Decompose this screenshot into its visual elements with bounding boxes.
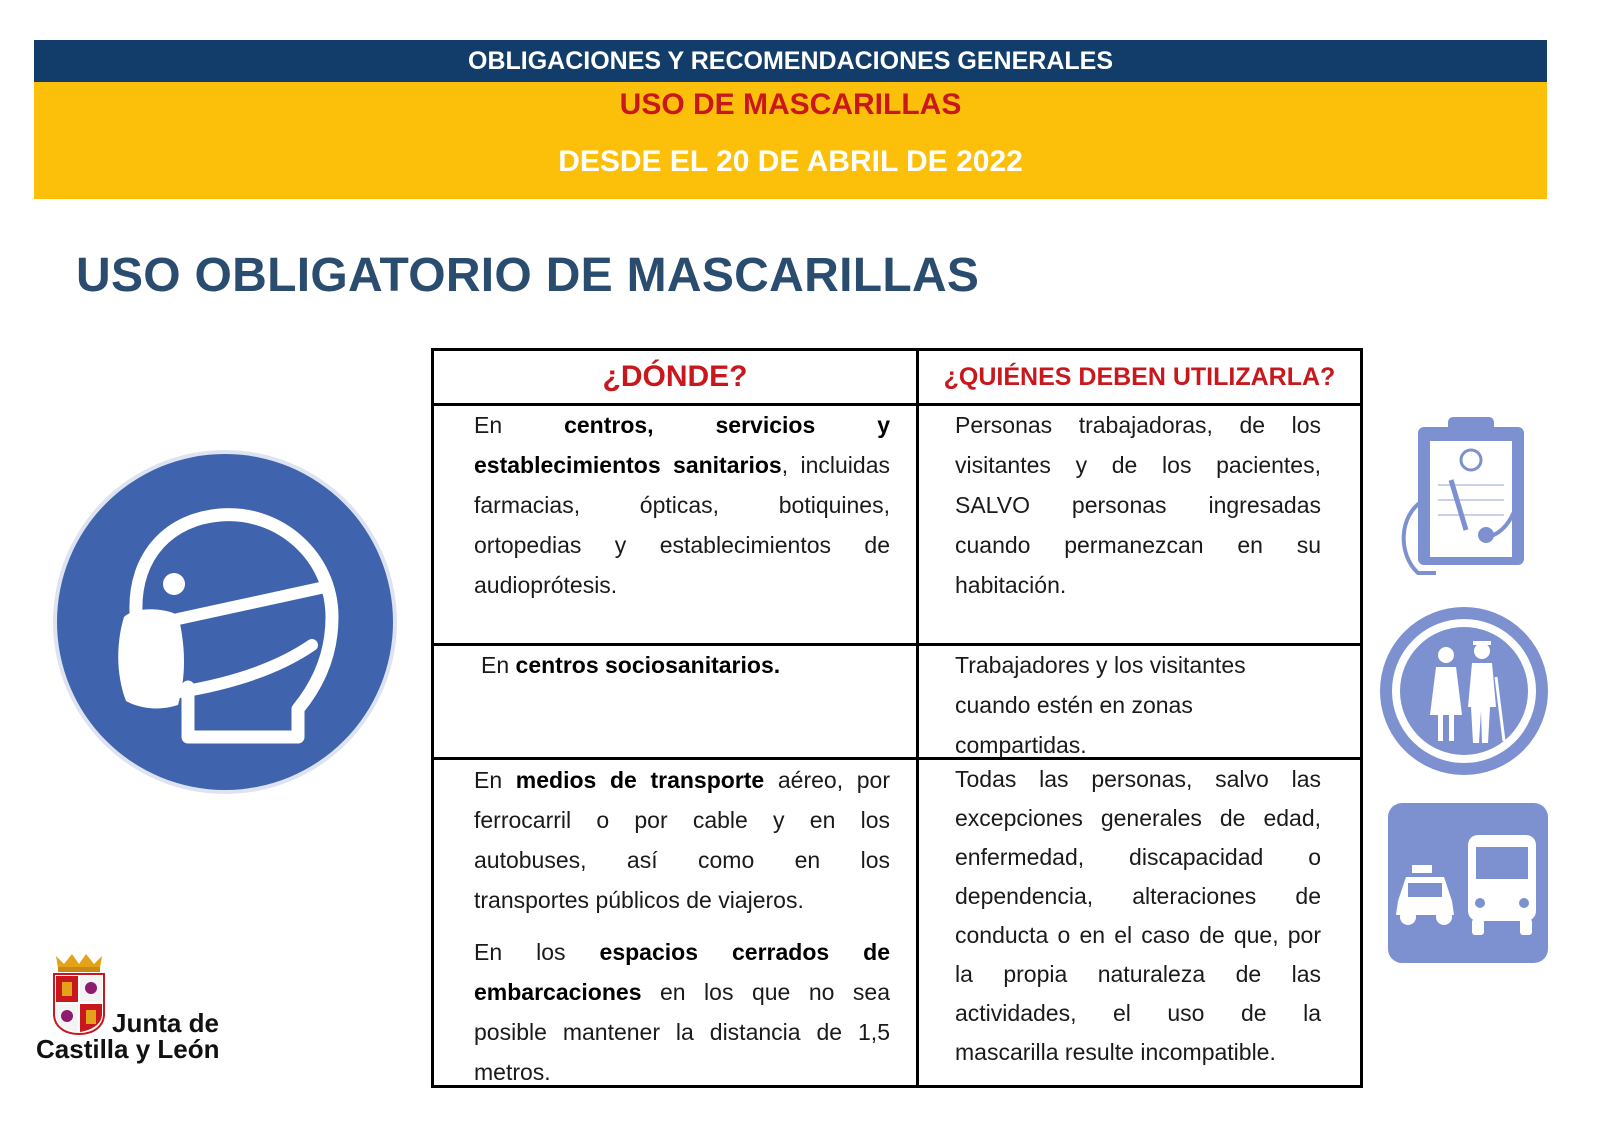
banner-subtitle: USO DE MASCARILLAS <box>619 88 962 121</box>
mask-rules-table <box>431 348 1363 1088</box>
taxi-bus-icon <box>1388 803 1548 963</box>
logo-line-2: Castilla y León <box>36 1034 220 1064</box>
banner-title: OBLIGACIONES Y RECOMENDACIONES GENERALES <box>468 46 1113 75</box>
clipboard-stethoscope-icon <box>1396 405 1531 585</box>
cell-who-health-centers: Personas trabajadoras, de los visitantes y de los pacientes, SALVO personas ingresadas cuando permanezcan en su habitación. <box>955 412 1321 598</box>
elderly-couple-icon <box>1380 607 1548 775</box>
cell-who-transport: Todas las personas, salvo las excepciones generales de edad, enfermedad, discapacidad o dependencia, alteraciones de conducta o en el caso de que, por la propia naturaleza de las actividades, el uso de la mascarilla resulte incompatible. <box>955 766 1321 1065</box>
banner-date: DESDE EL 20 DE ABRIL DE 2022 <box>558 145 1023 178</box>
cell-where-transport: En medios de transporte aéreo, por ferrocarril o por cable y en los autobuses, así como en los transportes públicos de viajeros. En los espacios cerrados de embarcaciones en los que no sea posible mantener la distancia de 1,5 metros. <box>474 767 890 1085</box>
cell-where-social-health: En centros sociosanitarios. <box>481 652 781 678</box>
coat-of-arms-icon <box>50 952 108 1036</box>
top-banner <box>34 40 1547 82</box>
cell-who-social-health: Trabajadores y los visitantes cuando estén en zonas compartidas. <box>955 652 1246 758</box>
header-where: ¿DÓNDE? <box>602 360 748 393</box>
page-title: USO OBLIGATORIO DE MASCARILLAS <box>76 249 980 302</box>
cell-where-health-centers: En centros, servicios y establecimientos sanitarios, incluidas farmacias, ópticas, botiquines, ortopedias y establecimientos de audioprótesis. <box>474 412 890 598</box>
column-divider <box>916 351 919 1085</box>
face-mask-icon <box>50 447 400 797</box>
subtitle-band <box>34 82 1547 199</box>
logo-line-1: Junta de <box>112 1008 219 1038</box>
header-who: ¿QUIÉNES DEBEN UTILIZARLA? <box>943 362 1336 391</box>
junta-castilla-leon-logo <box>36 950 236 1070</box>
